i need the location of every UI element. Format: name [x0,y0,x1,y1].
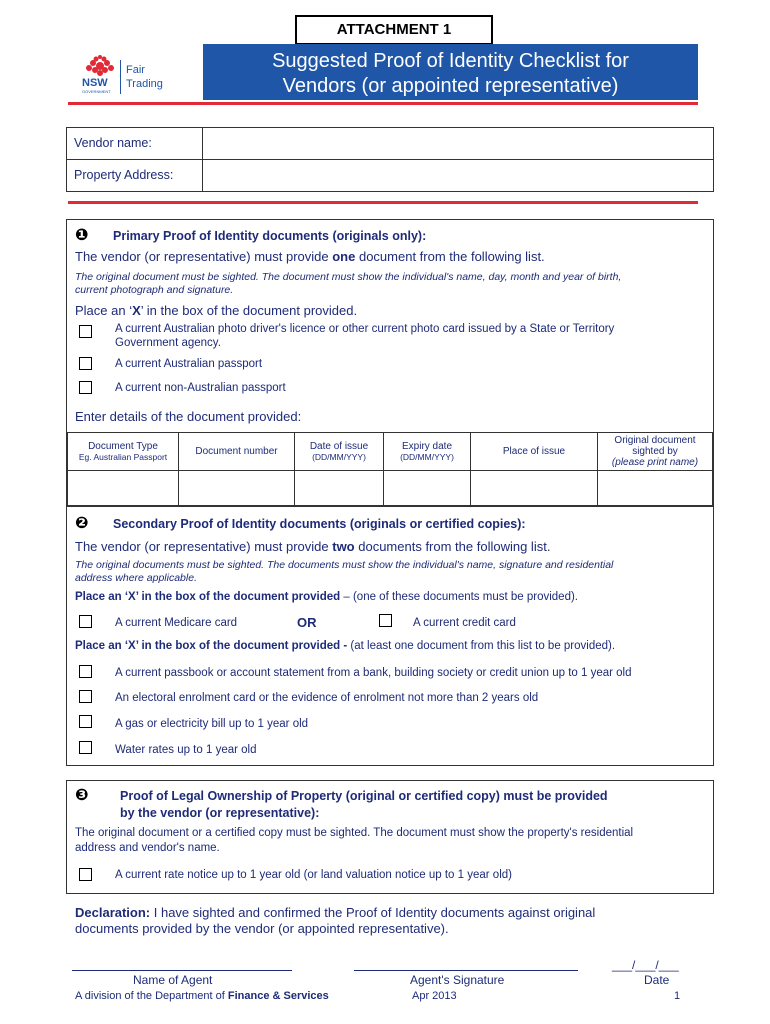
section-2-note-1: The original documents must be sighted. The documents must show the individual's name, signature and residential [75,559,614,571]
vendor-name-label: Vendor name: [74,136,152,150]
date-label: Date [644,973,670,987]
section-3-note-2: address and vendor's name. [75,842,220,854]
checkbox-drivers-licence[interactable] [79,325,92,338]
section-1-heading: Primary Proof of Identity documents (originals only): [113,229,427,243]
property-address-label: Property Address: [74,168,174,182]
legal-ownership-section [66,780,714,894]
title-line-1: Suggested Proof of Identity Checklist for [272,50,629,72]
agent-name-line[interactable] [72,970,292,971]
cell-sighted-by[interactable] [598,471,713,506]
section-1-intro: The vendor (or representative) must provide one document from the following list. [75,249,545,264]
logo-fair: Fair [126,64,145,76]
col-date-of-issue: Date of issue (DD/MM/YYY) [295,433,384,471]
declaration-line-1: Declaration: I have sighted and confirmed the Proof of Identity documents against original [75,905,596,920]
logo-nsw: NSW [82,77,108,89]
item-utility-bill: A gas or electricity bill up to 1 year old [115,718,309,730]
vendor-details-box [66,127,714,192]
cell-document-type[interactable] [68,471,179,506]
agent-signature-label: Agent's Signature [410,973,505,987]
item-drivers-licence-2: Government agency. [115,337,221,349]
checkbox-bank-statement[interactable] [79,665,92,678]
col-document-number: Document number [179,433,295,471]
cell-document-number[interactable] [179,471,295,506]
checkbox-australian-passport[interactable] [79,357,92,370]
section-1-number: ❶ [75,225,89,244]
property-address-field[interactable] [202,160,713,192]
section-2-number: ❷ [75,513,89,532]
item-drivers-licence-1: A current Australian photo driver's licence or other current photo card issued by a State or Territory [115,323,615,335]
enter-details-label: Enter details of the document provided: [75,409,302,424]
document-details-table [67,432,713,506]
name-of-agent-label: Name of Agent [133,973,213,987]
col-place-of-issue: Place of issue [471,433,598,471]
section-1-note-2: current photograph and signature. [75,284,234,296]
checkbox-water-rates[interactable] [79,741,92,754]
item-australian-passport: A current Australian passport [115,358,263,370]
col-sighted-by: Original document sighted by (please print name) [598,433,713,471]
cell-expiry-date[interactable] [384,471,471,506]
item-rate-notice: A current rate notice up to 1 year old (or land valuation notice up to 1 year old) [115,869,512,881]
section-2-intro: The vendor (or representative) must provide two documents from the following list. [75,539,551,554]
item-medicare: A current Medicare card [115,617,238,629]
section-3-note-1: The original document or a certified copy must be sighted. The document must show the property's residential [75,827,634,839]
agent-signature-line[interactable] [354,970,578,971]
footer-page-number: 1 [674,990,681,1002]
item-electoral-enrolment: An electoral enrolment card or the evidence of enrolment not more than 2 years old [115,692,539,704]
vendor-name-field[interactable] [202,128,713,159]
secondary-proof-section [66,506,714,766]
logo-trading: Trading [126,78,163,90]
col-document-type: Document Type Eg. Australian Passport [68,433,179,471]
cell-date-of-issue[interactable] [295,471,384,506]
section-1-note-1: The original document must be sighted. The document must show the individual's name, day, month and year of birth, [75,271,622,283]
declaration-line-2: documents provided by the vendor (or appointed representative). [75,921,449,936]
section-2-heading: Secondary Proof of Identity documents (originals or certified copies): [113,517,526,531]
title-line-2: Vendors (or appointed representative) [282,75,619,97]
primary-proof-section [66,219,714,506]
section-2-place-instruction-2: Place an ‘X’ in the box of the document provided - (at least one document from this list to be provided). [75,640,616,652]
section-3-heading-1: Proof of Legal Ownership of Property (original or certified copy) must be provided [120,789,608,803]
attachment-label: ATTACHMENT 1 [295,15,493,45]
section-3-number: ❸ [75,785,89,804]
logo-government: GOVERNMENT [82,89,111,94]
checkbox-credit-card[interactable] [379,614,392,627]
section-2-note-2: address where applicable. [75,572,197,584]
section-2-place-instruction-1: Place an ‘X’ in the box of the document provided – (one of these documents must be provided). [75,591,578,603]
vendor-divider [68,201,698,204]
date-blank[interactable]: ___/___/___ [612,958,679,972]
vendor-name-row [67,128,713,160]
section-3-heading-2: by the vendor (or representative): [120,806,320,820]
col-expiry-date: Expiry date (DD/MM/YYY) [384,433,471,471]
nsw-fair-trading-logo [78,54,178,100]
footer-date: Apr 2013 [412,990,457,1002]
footer-division: A division of the Department of Finance & Services [75,990,329,1002]
logo-divider [120,60,121,94]
cell-place-of-issue[interactable] [471,471,598,506]
header-divider [68,102,698,105]
item-credit-card: A current credit card [413,617,516,629]
checkbox-rate-notice[interactable] [79,868,92,881]
section-1-place-instruction: Place an ‘X’ in the box of the document provided. [75,303,358,318]
table-header-row [68,433,713,471]
item-water-rates: Water rates up to 1 year old [115,744,257,756]
property-address-row [67,160,713,192]
checkbox-electoral-enrolment[interactable] [79,690,92,703]
checkbox-utility-bill[interactable] [79,715,92,728]
item-non-australian-passport: A current non-Australian passport [115,382,286,394]
table-entry-row [68,471,713,506]
checkbox-medicare[interactable] [79,615,92,628]
checkbox-non-australian-passport[interactable] [79,381,92,394]
title-banner [203,44,698,100]
or-separator: OR [297,615,317,630]
item-bank-statement: A current passbook or account statement from a bank, building society or credit union up to 1 year old [115,667,632,679]
